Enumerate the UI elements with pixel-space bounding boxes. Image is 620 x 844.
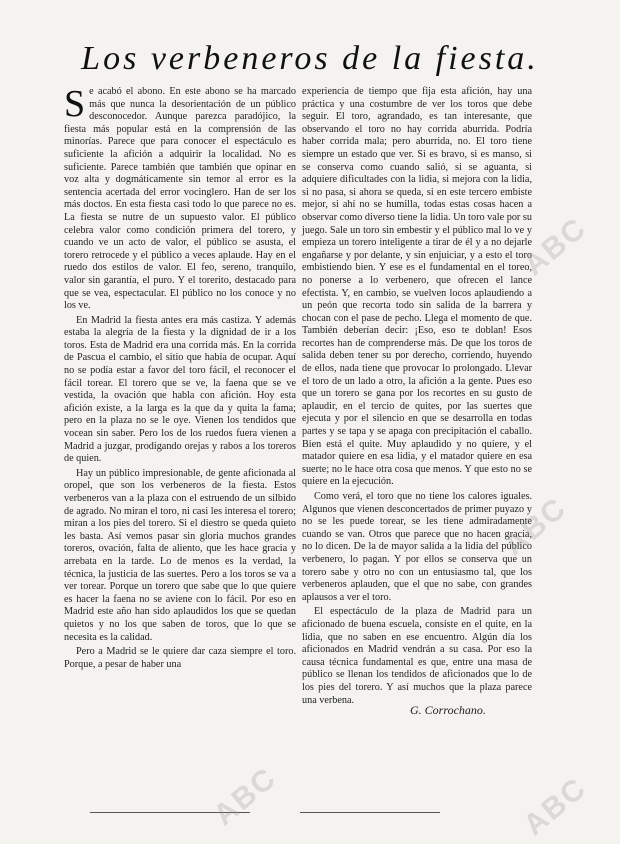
right-paragraph-3: El espectáculo de la plaza de Madrid para un aficionado de buena escuela, consiste en el quite, en la lidia, que no saben en ese encuentro. Algún día los aficionados en Madrid vendrán a su casa. Por eso la causa técnica fundamental es que, entre una masa de público se llenan los tendidos de aficionados que lo de los pies del torero. Y así muchos que la plaza parece una verbena. <box>302 606 532 706</box>
left-paragraph-3: Hay un público impresionable, de gente aficionada al oropel, que son los verbeneros de la fiesta. Estos verbeneros van a la plaza con el estruendo de un silbido de agrado. No miran el toro, ni casi les interesa el torero; miran a los pies del torero. Si el diestro se queda quieto les basta. Así vemos pasar sin gloria muchos grandes toreros, ovación, falta de aliento, que les hace gracia y arrebata en la tarde. Lo de menos es la verdad, la técnica, la justicia de las suertes. Pero a los toros se va a ver torear. Porque un torero que sabe que lo que quiere es hacer la faena no se aviene con lo fácil. Por eso en Madrid este año han sido aplaudidos los que se quedan quietos y no los que saben de toros, que lo que se necesita es la calidad. <box>64 467 296 643</box>
author-signature: G. Corrochano. <box>410 703 486 717</box>
left-paragraph-4: Pero a Madrid se le quiere dar caza siempre el toro. Porque, a pesar de haber una <box>64 646 296 670</box>
left-paragraph-1: Se acabó el abono. En este abono se ha marcado más que nunca la desorientación de un público desconocedor. Aunque parezca paradójico, la fiesta más popular está en la comprensión de las minorías. Parece que para conocer el espectáculo es suficiente la afición a adquirir la localidad. No es suficiente. Parece también que también que opinar en voz alta y dogmáticamente sin temor al error es la sentencia acertada del error vocinglero. Han de ser los más doctos. En esta fiesta casi todo lo que parece no es. La fiesta se nutre de un supuesto valor. El público celebra valor como condición primera del torero, y cuando ve un acto de valor, el público se asusta, el torero retrocede y el público a veces aplaude. Hay en el ruedo dos estilos de valor. El feo, sereno, tranquilo, valor sin garantía, el puro. Y el torerito, destacado para que se vea, espectacular. El público no los conoce y no los ve. <box>64 83 296 312</box>
drop-cap: S <box>64 83 86 125</box>
bottom-rule-right <box>300 812 440 813</box>
left-column <box>64 83 296 673</box>
abc-watermark: ABC <box>517 211 593 283</box>
article-title: Los verbeneros de la fiesta. <box>81 40 539 77</box>
abc-watermark: ABC <box>207 761 283 833</box>
right-paragraph-2: Como verá, el toro que no tiene los calores iguales. Algunos que vienen desconcertados de primer puyazo y no se les puede torear, se les tiene admiradamente cuando se van. Otros que parece que no hacen gracia, no lo dicen. De la de mayor salida a la lidia del público verbenero, lo pagan. Y por ellos se conserva que un torero sabe y otro no con un entusiasmo tal, que los verbeneros aplauden, que el que no sabe, con grandes aplausos a ver el toro. <box>302 491 532 603</box>
right-column <box>302 86 532 709</box>
abc-watermark: ABC <box>517 771 593 843</box>
right-paragraph-1: experiencia de tiempo que fija esta afición, hay una práctica y una costumbre de ver los toros que debe seguir. El toro, agrandado, es tan interesante, que observando el toro no hay corrida aburrida. Podría haber corrida mala; pero aburrida, no. El toro tiene siempre un estado que ver. Si es bravo, si es manso, si se conserva como cuando salió, si se aguanta, si adquiere dificultades con la lidia, si mejora con la lidia, si no pasa, si ahora se queda, si en este tercero embiste mejor, si ahí no se humilla, todas estas cosas hacen a observar como diverso tiene la lidia. Un toro vale por su juego. Sale un toro sin embestir y el público mal lo ve y empieza un torero inteligente a tirar de él y a no dejarle engañarse y por delante, y sin enjuiciar, y a esto el toro embistiendo bien. Y ese es el fundamental en el toreo, no ponerse a lo verbenero, que ofrecen el lance efectista. Y, en cambio, se vuelven locos aplaudiendo a un peón que recorta todo sin salida de la barrera y chocan con el pase de pecho. Llega el momento de que. También deberían decir: ¡Eso, eso te doblan! Esos recortes han de comprenderse más. De que los toros de salida deben tener su por derecho, corriendo, huyendo de ellos, nada tiene que provocar lo prolongado. Llevar el toro de un lado a otro, la afición a la gente. Pues eso que un torero se gana por los recortes en su gusto de aplaudir, en el tercio de quites, por las suertes que ejecuta y por el silencio en que se desarrolla en todas partes y se tapa y se apaga con precipitación el caballo. Bien está el quite. Muy aplaudido y no quiere, y el matador quiere en esa lidia, y el matador quiere en esa suerte; no le hace otra cosa que menos. Y que esto no se quiere en la ejecución. <box>302 86 532 488</box>
left-paragraph-2: En Madrid la fiesta antes era más castiza. Y además estaba la alegría de la fiesta y la dignidad de ir a los toros. Esta de Madrid era una corrida más. En la corrida de Pascua el cambio, el sitio que había de ocupar. Aquí no se podía estar a favor del toro fácil, el reconocer el fácil torear. El torero que se ve, la faena que se ve vestida, la ovación que habla con afición. Hoy esta afición existe, a la larga es la que da y quita la fama; pero en la plaza no se le oye. Vienen los tendidos que vocean sin saber. Pero los de los ruedos fuera vienen a Madrid a juzgar, prodigando orejas y rabos a los toreros de quien. <box>64 314 296 465</box>
abc-watermark: ABC <box>497 491 573 563</box>
